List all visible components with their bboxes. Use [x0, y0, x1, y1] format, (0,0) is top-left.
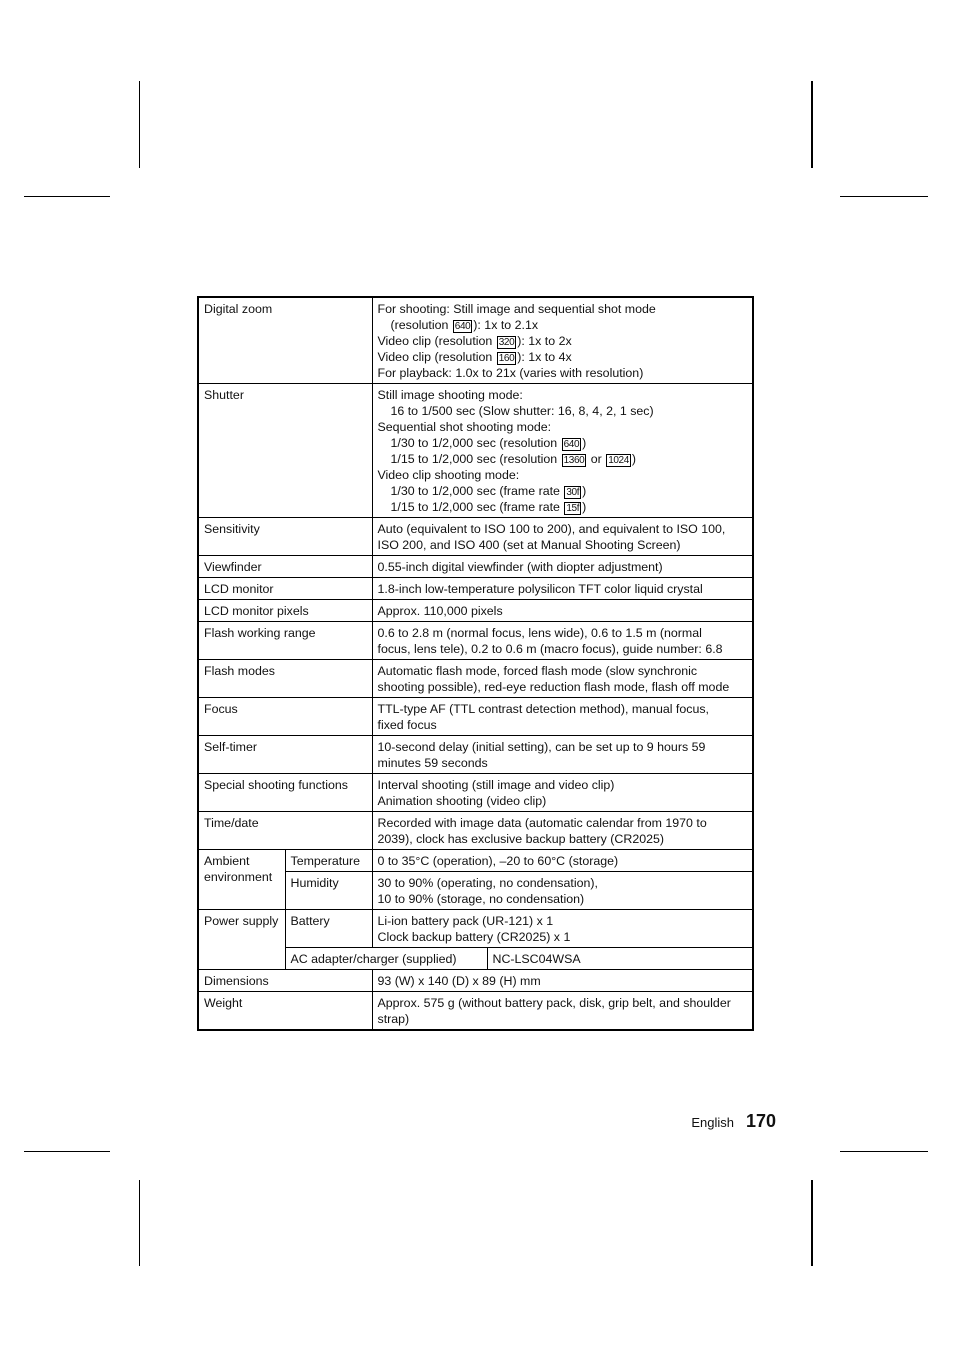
table-row: [198, 518, 753, 556]
spec-value: NC-LSC04WSA: [487, 948, 753, 970]
resolution-badge: 1360: [563, 455, 585, 466]
spec-value: 30 to 90% (operating, no condensation), 10 to 90% (storage, no condensation): [372, 872, 753, 910]
spec-sublabel: Temperature: [285, 850, 372, 872]
spec-label: Focus: [198, 698, 372, 736]
table-row: [198, 384, 753, 518]
table-row: [198, 812, 753, 850]
spec-label: Shutter: [198, 384, 372, 518]
spec-label: Dimensions: [198, 970, 372, 992]
spec-label: Digital zoom: [198, 297, 372, 384]
table-row: [198, 578, 753, 600]
crop-mark: [139, 81, 140, 168]
spec-value: TTL-type AF (TTL contrast detection method), manual focus, fixed focus: [372, 698, 753, 736]
spec-value: Interval shooting (still image and video clip) Animation shooting (video clip): [372, 774, 753, 812]
resolution-badge: 160: [498, 353, 515, 364]
frame-rate-badge: 15f: [566, 503, 580, 514]
table-row: [198, 970, 753, 992]
frame-rate-badge: 30f: [566, 487, 580, 498]
spec-label: LCD monitor: [198, 578, 372, 600]
spec-value: Automatic flash mode, forced flash mode (slow synchronic shooting possible), red-eye reduction flash mode, flash off mode: [372, 660, 753, 698]
spec-sublabel: Humidity: [285, 872, 372, 910]
table-row: [198, 736, 753, 774]
spec-sublabel: Battery: [285, 910, 372, 948]
crop-mark: [840, 1151, 928, 1152]
table-row: [198, 556, 753, 578]
spec-label: Power supply: [198, 910, 285, 970]
spec-label: Self-timer: [198, 736, 372, 774]
crop-mark: [811, 1180, 813, 1266]
spec-label: Viewfinder: [198, 556, 372, 578]
table-row: [198, 622, 753, 660]
spec-value: Auto (equivalent to ISO 100 to 200), and equivalent to ISO 100, ISO 200, and ISO 400 (set at Manual Shooting Screen): [372, 518, 753, 556]
table-row: [198, 910, 753, 948]
table-row: [198, 660, 753, 698]
spec-value: 1.8-inch low-temperature polysilicon TFT color liquid crystal: [372, 578, 753, 600]
language-label: English: [691, 1115, 734, 1130]
crop-mark: [24, 196, 110, 197]
crop-mark: [811, 81, 813, 168]
page-number: 170: [745, 1111, 776, 1131]
spec-label: Weight: [198, 992, 372, 1031]
resolution-badge: 1024: [608, 455, 629, 466]
table-row: [198, 297, 753, 384]
spec-value: For shooting: Still image and sequential shot mode (resolution 640 ): 1x to 2.1x Video clip (resolution 320 ): 1x to 2x Video clip (resolution 160 ): 1x to 4x For playback: 1.0x to 21x (varies with resolution): [372, 297, 753, 384]
spec-value: Still image shooting mode: 16 to 1/500 sec (Slow shutter: 16, 8, 4, 2, 1 sec) Sequential shot shooting mode: 1/30 to 1/2,000 sec (resolution 640 ) 1/15 to 1/2,000 sec (resolution 1360 or 1024 ) Video clip shooting mode: 1/30 to 1/2,000 sec (frame rate 30f ) 1/15 to 1/2,000 sec (frame rate 15f ): [372, 384, 753, 518]
spec-sublabel: AC adapter/charger (supplied): [285, 948, 487, 970]
spec-label: Time/date: [198, 812, 372, 850]
spec-value: 0.6 to 2.8 m (normal focus, lens wide), 0.6 to 1.5 m (normal focus, lens tele), 0.2 to 0.6 m (macro focus), guide number: 6.8: [372, 622, 753, 660]
table-row: [198, 774, 753, 812]
spec-value: 0.55-inch digital viewfinder (with diopter adjustment): [372, 556, 753, 578]
spec-label: Ambient environment: [198, 850, 285, 910]
resolution-badge: 320: [498, 337, 515, 348]
table-row: [198, 850, 753, 872]
table-row: [198, 698, 753, 736]
table-row: [198, 600, 753, 622]
table-row: [198, 992, 753, 1031]
crop-mark: [139, 1180, 140, 1266]
resolution-badge: 640: [454, 321, 471, 332]
spec-value: 0 to 35°C (operation), –20 to 60°C (storage): [372, 850, 753, 872]
spec-value: Li-ion battery pack (UR-121) x 1 Clock backup battery (CR2025) x 1: [372, 910, 753, 948]
spec-value: 93 (W) x 140 (D) x 89 (H) mm: [372, 970, 753, 992]
spec-label: LCD monitor pixels: [198, 600, 372, 622]
spec-label: Flash working range: [198, 622, 372, 660]
spec-value: Approx. 110,000 pixels: [372, 600, 753, 622]
resolution-badge: 640: [563, 439, 580, 450]
page-footer: [691, 1111, 776, 1132]
spec-value: Recorded with image data (automatic calendar from 1970 to 2039), clock has exclusive backup battery (CR2025): [372, 812, 753, 850]
spec-label: Sensitivity: [198, 518, 372, 556]
spec-label: Special shooting functions: [198, 774, 372, 812]
spec-value: Approx. 575 g (without battery pack, disk, grip belt, and shoulder strap): [372, 992, 753, 1031]
crop-mark: [24, 1151, 110, 1152]
spec-label: Flash modes: [198, 660, 372, 698]
spec-value: 10-second delay (initial setting), can be set up to 9 hours 59 minutes 59 seconds: [372, 736, 753, 774]
specifications-table: [197, 296, 754, 1031]
crop-mark: [840, 196, 928, 197]
